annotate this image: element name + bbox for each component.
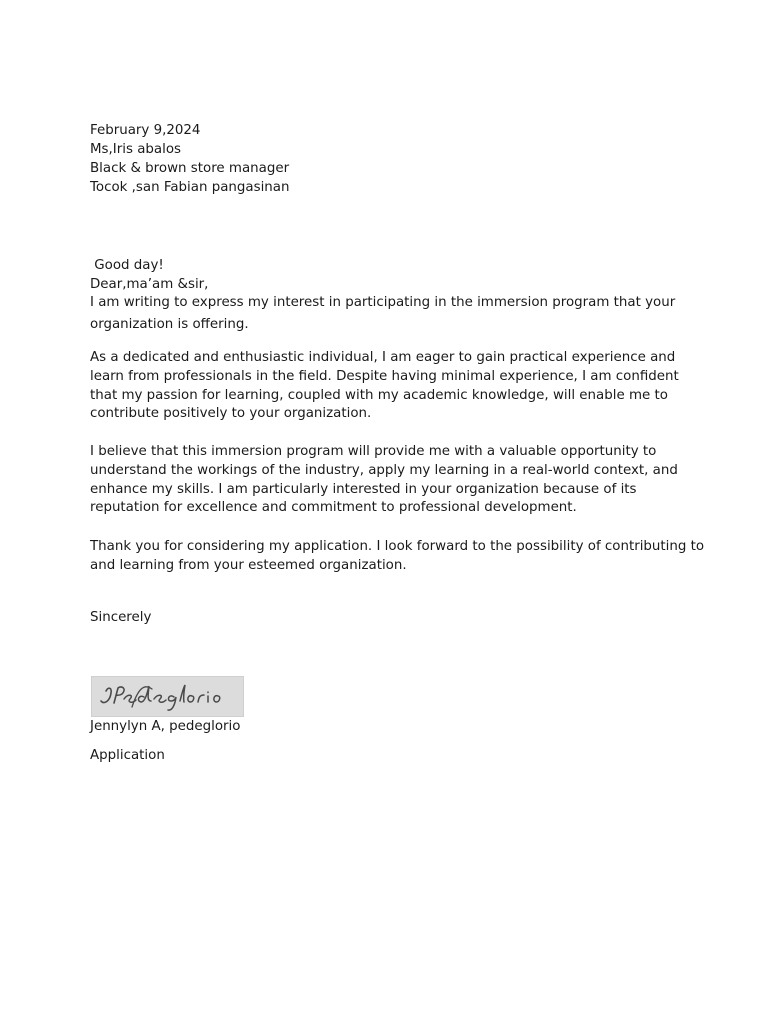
paragraph-line: that my passion for learning, coupled with my academic knowledge, will enable me to bbox=[90, 387, 668, 403]
handwritten-signature bbox=[92, 677, 243, 716]
recipient-name: Ms,Iris abalos bbox=[90, 142, 181, 157]
paragraph-line: I believe that this immersion program will provide me with a valuable opportunity to bbox=[90, 444, 657, 459]
paragraph-thanks bbox=[90, 538, 705, 576]
paragraph-line: understand the workings of the industry, apply my learning in a real-world context, and bbox=[90, 462, 678, 478]
paragraph-line: reputation for excellence and commitment to professional development. bbox=[90, 500, 577, 516]
paragraph-line: Thank you for considering my application. I look forward to the possibility of contributing to bbox=[90, 539, 705, 554]
paragraph-line: learn from professionals in the field. Despite having minimal experience, I am confident bbox=[90, 368, 679, 384]
paragraph-line: contribute positively to your organization. bbox=[90, 406, 372, 422]
paragraph-line: As a dedicated and enthusiastic individual, I am eager to gain practical experience and bbox=[90, 350, 676, 365]
recipient-title: Black & brown store manager bbox=[90, 161, 290, 176]
letter-date: February 9,2024 bbox=[90, 123, 201, 138]
paragraph-line: enhance my skills. I am particularly interested in your organization because of its bbox=[90, 481, 637, 497]
signature-image bbox=[91, 676, 244, 717]
intro-paragraph bbox=[90, 294, 680, 335]
greeting-good-day: Good day! bbox=[90, 258, 164, 273]
paragraph-line: and learning from your esteemed organization. bbox=[90, 557, 407, 573]
paragraph-opportunity bbox=[90, 443, 680, 518]
intro-line: organization is offering. bbox=[90, 316, 249, 332]
recipient-address: Tocok ,san Fabian pangasinan bbox=[90, 180, 290, 195]
footer-label: Application bbox=[90, 748, 165, 763]
sign-off: Sincerely bbox=[90, 610, 152, 625]
signatory-name: Jennylyn A, pedeglorio bbox=[90, 719, 241, 734]
paragraph-experience bbox=[90, 349, 680, 424]
intro-line: I am writing to express my interest in participating in the immersion program that your bbox=[90, 295, 676, 310]
salutation: Dear,ma’am &sir, bbox=[90, 277, 209, 292]
